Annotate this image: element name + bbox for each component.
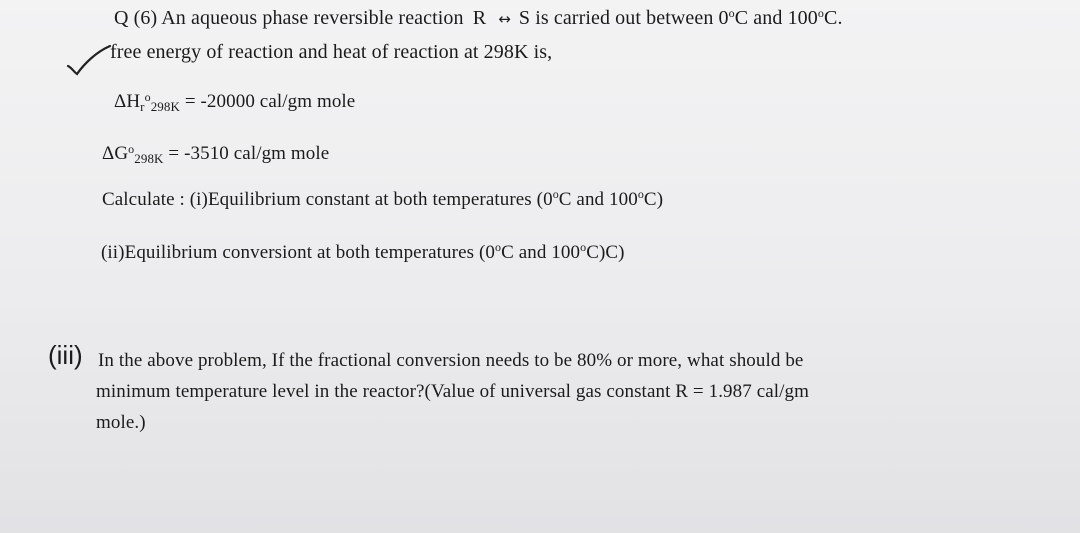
part-iii-line-3: mole.) — [96, 412, 146, 433]
part-iii-line-2: minimum temperature level in the reactor?(Value of universal gas constant R = 1.987 cal/gm — [96, 381, 809, 402]
gibbs-value: = -3510 cal/gm mole — [168, 143, 330, 164]
question-number: Q (6) — [114, 7, 158, 29]
enthalpy-value: = -20000 cal/gm mole — [184, 91, 356, 112]
part-i-text: Calculate : (i)Equilibrium constant at both temperatures (0$^o$C and 100$^o$C) — [102, 187, 664, 210]
question-line-2: free energy of reaction and heat of reaction at 298K is, — [110, 41, 553, 63]
question-intro: An aqueous phase reversible reaction — [161, 7, 464, 29]
gibbs-symbol: $\Delta G^o_{298K}$ — [102, 142, 164, 166]
reactant-label: R — [472, 7, 487, 29]
enthalpy-given — [114, 91, 355, 113]
reversible-arrow-icon: ↔ — [498, 10, 511, 28]
enthalpy-symbol: $\Delta H_r^o_{298K}$ — [114, 90, 180, 114]
gibbs-given — [102, 143, 329, 165]
product-label: S — [518, 7, 531, 29]
question-line-1 — [114, 7, 843, 30]
part-iii-marker: (iii) — [48, 340, 83, 370]
temperature-range-text: is carried out between 0$^o$C and 100$^o$C. — [535, 6, 843, 29]
check-mark-icon — [64, 44, 112, 80]
part-ii-text: (ii)Equilibrium conversiont at both temperatures (0$^o$C and 100$^o$C)C) — [101, 240, 625, 263]
part-iii-line-1: In the above problem, If the fractional conversion needs to be 80% or more, what should be — [98, 350, 804, 371]
